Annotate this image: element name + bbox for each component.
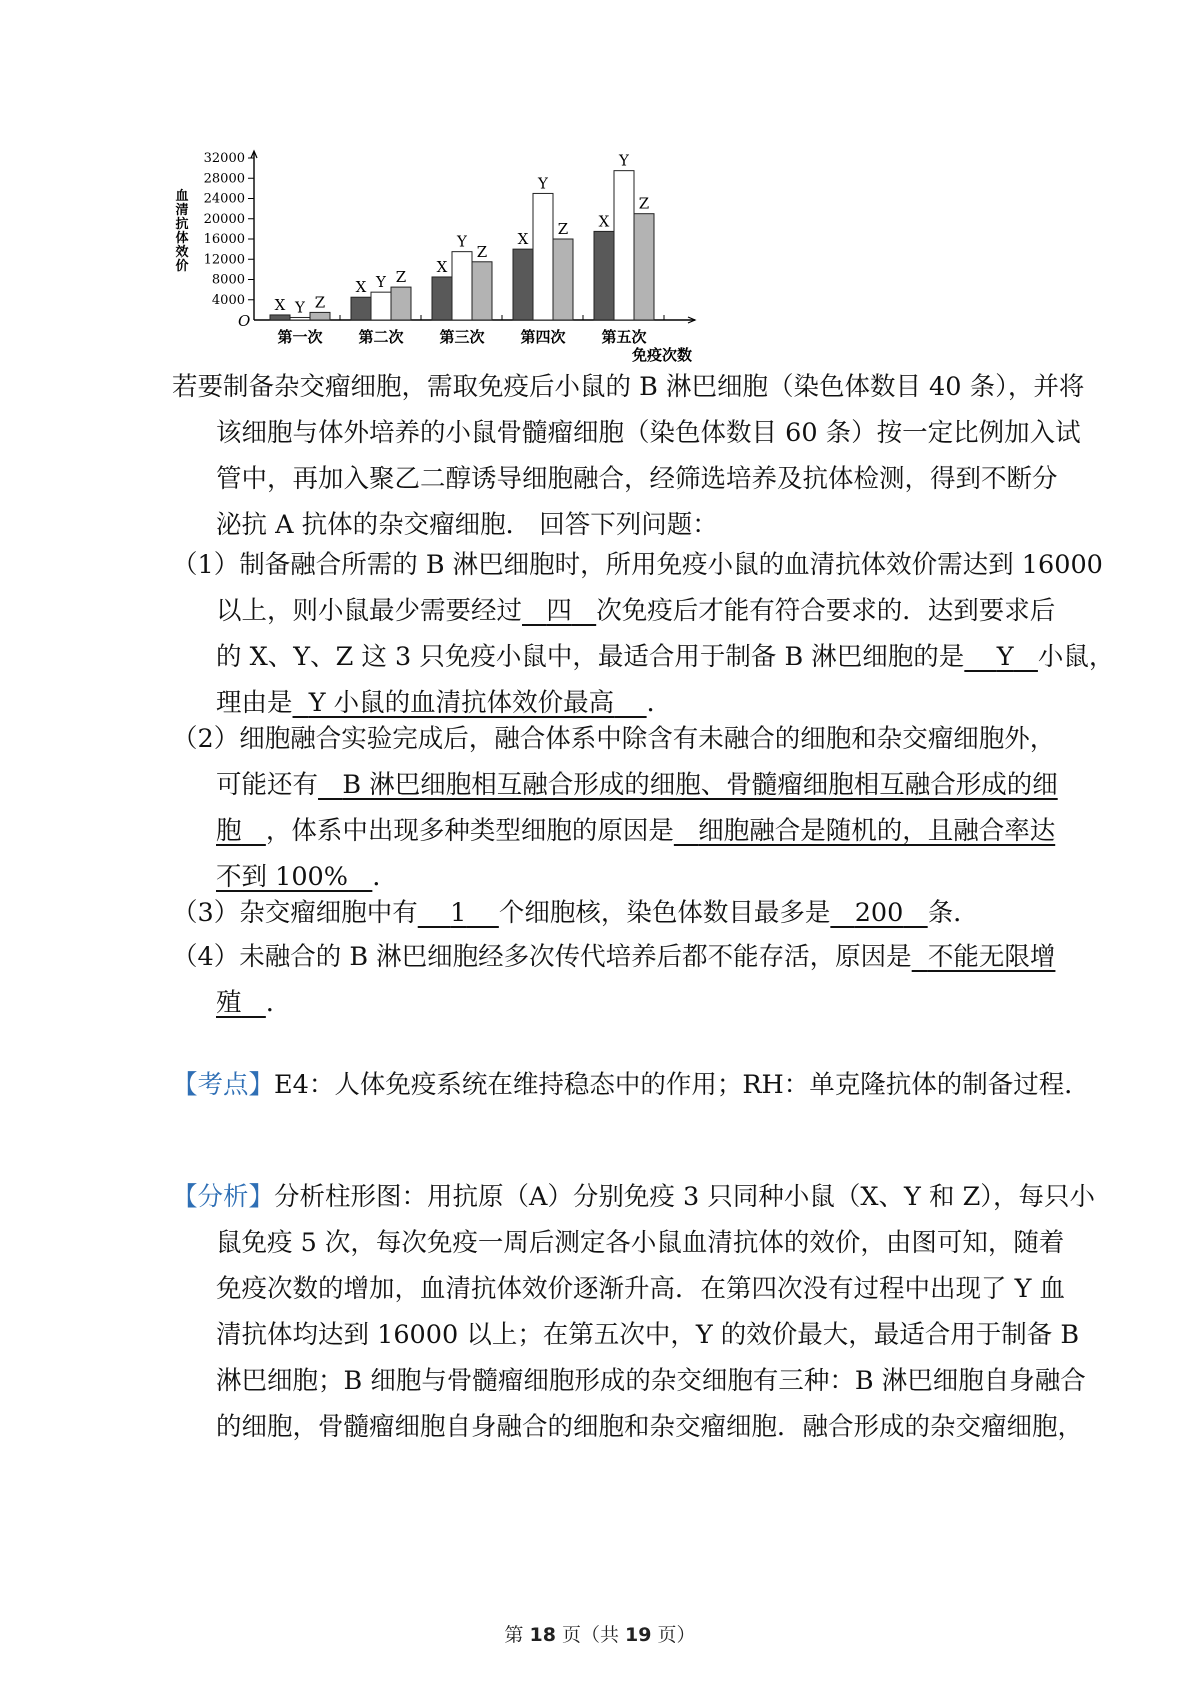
x-tick-label: 第五次 — [601, 328, 647, 346]
question-4 — [172, 934, 1056, 1026]
fenxi-line: 的细胞，骨髓瘤细胞自身融合的细胞和杂交瘤细胞．融合形成的杂交瘤细胞， — [216, 1412, 1084, 1442]
intro-line: 该细胞与体外培养的小鼠骨髓瘤细胞（染色体数目 60 条）按一定比例加入试 — [216, 418, 1081, 448]
q3-answer-chromosomes: 200 — [854, 898, 904, 928]
x-tick-label: 第二次 — [358, 328, 404, 346]
q1-text: 的 X、Y、Z 这 3 只免疫小鼠中，最适合用于制备 B 淋巴细胞的是 — [216, 642, 965, 672]
fenxi-section — [172, 1174, 1096, 1450]
q1-answer-mouse: Y — [996, 642, 1014, 672]
q4-answer-cont: 殖 — [216, 988, 242, 1018]
fenxi-line: 免疫次数的增加，血清抗体效价逐渐升高．在第四次没有过程中出现了 Y 血 — [216, 1274, 1066, 1304]
x-tick-label: 第四次 — [520, 328, 566, 346]
bar-series-label: X — [517, 230, 529, 249]
q2-line — [172, 762, 1058, 808]
q4-answer: 不能无限增 — [927, 942, 1056, 972]
bar-series-label: X — [436, 257, 448, 276]
bar — [513, 249, 533, 320]
fenxi-line — [172, 1174, 1096, 1220]
q2-answer-reason-cont: 不到 100% — [216, 862, 349, 892]
bar-series-label: X — [274, 295, 286, 314]
bar-series-label: Y — [376, 273, 386, 292]
y-axis-label: 价 — [175, 259, 189, 274]
x-axis-label: 免疫次数 — [631, 346, 693, 364]
y-tick-label: 20000 — [203, 211, 245, 227]
bar — [310, 312, 330, 320]
kaodian-line — [172, 1062, 1090, 1108]
y-tick-label: 12000 — [203, 252, 245, 268]
q1-line — [172, 588, 1056, 634]
question-2 — [172, 716, 1058, 900]
fenxi-text: 分析柱形图：用抗原（A）分别免疫 3 只同种小鼠（X、Y 和 Z），每只小 — [274, 1182, 1096, 1212]
q2-answer-cells: B 淋巴细胞相互融合形成的细胞、骨髓瘤细胞相互融合形成的细 — [342, 770, 1058, 800]
q1-text: 以上，则小鼠最少需要经过 — [216, 596, 523, 626]
kaodian-tag: 【考点】 — [172, 1070, 275, 1100]
y-axis-label: 体 — [175, 231, 189, 246]
page-total: 19 — [625, 1624, 652, 1646]
bar-series-label: Y — [619, 151, 629, 170]
q2-text: 可能还有 — [216, 770, 319, 800]
q4-text: ． — [265, 988, 292, 1018]
bar-series-label: Y — [457, 232, 467, 251]
y-axis-label: 抗 — [175, 217, 189, 232]
q3-text: 条． — [927, 898, 979, 928]
y-tick-label: 16000 — [203, 232, 245, 247]
bar — [290, 317, 310, 320]
bar — [270, 315, 290, 320]
bar-series-label: Y — [538, 174, 548, 193]
bar — [553, 239, 573, 320]
q2-text: ，体系中出现多种类型细胞的原因是 — [265, 816, 674, 846]
bar-series-label: Z — [395, 268, 407, 287]
q2-line — [172, 808, 1056, 854]
fenxi-tag: 【分析】 — [172, 1182, 275, 1212]
y-tick-label: 24000 — [203, 191, 245, 207]
q2-text: ． — [372, 862, 398, 892]
q4-text: （4）未融合的 B 淋巴细胞经多次传代培养后都不能存活，原因是 — [172, 942, 912, 972]
x-tick-label: 第三次 — [439, 328, 485, 346]
page-number: 18 — [529, 1624, 556, 1646]
intro-line: 若要制备杂交瘤细胞，需取免疫后小鼠的 B 淋巴细胞（染色体数目 40 条），并将 — [172, 372, 1085, 402]
bar-series-label: Z — [314, 293, 326, 312]
bar — [634, 214, 654, 320]
bar-series-label: Y — [295, 298, 305, 317]
y-axis-label: 清 — [175, 203, 189, 218]
bar — [594, 231, 614, 320]
q4-line — [172, 980, 1028, 1026]
q4-line — [172, 934, 1056, 980]
intro-line: 泌抗 A 抗体的杂交瘤细胞． 回答下列问题： — [216, 510, 718, 540]
q1-line — [172, 634, 1115, 680]
q3-text: （3）杂交瘤细胞中有 — [172, 898, 418, 928]
y-axis-label: 效 — [175, 245, 189, 260]
y-tick-label: 28000 — [203, 171, 245, 187]
bar — [371, 292, 391, 320]
page-footer: 第 18 页（共 19 页） — [504, 1624, 696, 1646]
question-3 — [172, 890, 1028, 936]
y-tick-label: 4000 — [211, 292, 245, 308]
q1-text: 小鼠， — [1037, 642, 1115, 672]
q1-answer-count: 四 — [546, 596, 572, 626]
bar-series-label: Z — [638, 194, 650, 213]
bar — [351, 297, 371, 320]
fenxi-line: 淋巴细胞；B 细胞与骨髓瘤细胞形成的杂交细胞有三种：B 淋巴细胞自身融合 — [216, 1366, 1086, 1396]
kaodian-section — [172, 1062, 1090, 1108]
q1-answer-reason: Y 小鼠的血清抗体效价最高 — [308, 688, 615, 718]
bar — [391, 287, 411, 320]
q1-text: 理由是 — [216, 688, 293, 718]
origin-label: O — [238, 312, 251, 330]
q3-text: 个细胞核，染色体数目最多是 — [498, 898, 831, 928]
bar — [432, 277, 452, 320]
q1-text: ． — [646, 688, 673, 718]
bar-series-label: X — [598, 212, 610, 231]
y-tick-label: 8000 — [211, 272, 245, 288]
q2-line: （2）细胞融合实验完成后，融合体系中除含有未融合的细胞和杂交瘤细胞外， — [172, 724, 1056, 754]
fenxi-line: 鼠免疫 5 次，每次免疫一周后测定各小鼠血清抗体的效价，由图可知，随着 — [216, 1228, 1065, 1258]
intro-line: 管中，再加入聚乙二醇诱导细胞融合，经筛选培养及抗体检测，得到不断分 — [216, 464, 1058, 494]
bar — [614, 171, 634, 320]
q3-line — [172, 890, 1028, 936]
q1-text: 次免疫后才能有符合要求的．达到要求后 — [596, 596, 1056, 626]
fenxi-line: 清抗体均达到 16000 以上；在第五次中，Y 的效价最大，最适合用于制备 B — [216, 1320, 1080, 1350]
bar-series-label: X — [355, 278, 367, 297]
intro-paragraph — [172, 364, 1085, 548]
question-1 — [172, 542, 1115, 726]
x-tick-label: 第一次 — [277, 328, 323, 346]
q3-answer-nucleus: 1 — [450, 898, 467, 928]
q1-line: （1）制备融合所需的 B 淋巴细胞时，所用免疫小鼠的血清抗体效价需达到 16000 — [172, 550, 1103, 580]
q2-answer-reason: 细胞融合是随机的，且融合率达 — [698, 816, 1056, 846]
bar-series-label: Z — [476, 242, 488, 261]
bar — [472, 262, 492, 320]
bar-series-label: Z — [557, 220, 569, 238]
bar — [533, 193, 553, 320]
y-tick-label: 32000 — [203, 151, 245, 166]
antibody-titer-bar-chart — [170, 148, 730, 370]
kaodian-text: E4：人体免疫系统在维持稳态中的作用；RH：单克隆抗体的制备过程． — [274, 1070, 1090, 1100]
bar — [452, 252, 472, 320]
q2-answer-cells-cont: 胞 — [216, 816, 242, 846]
y-axis-label: 血 — [175, 189, 189, 204]
